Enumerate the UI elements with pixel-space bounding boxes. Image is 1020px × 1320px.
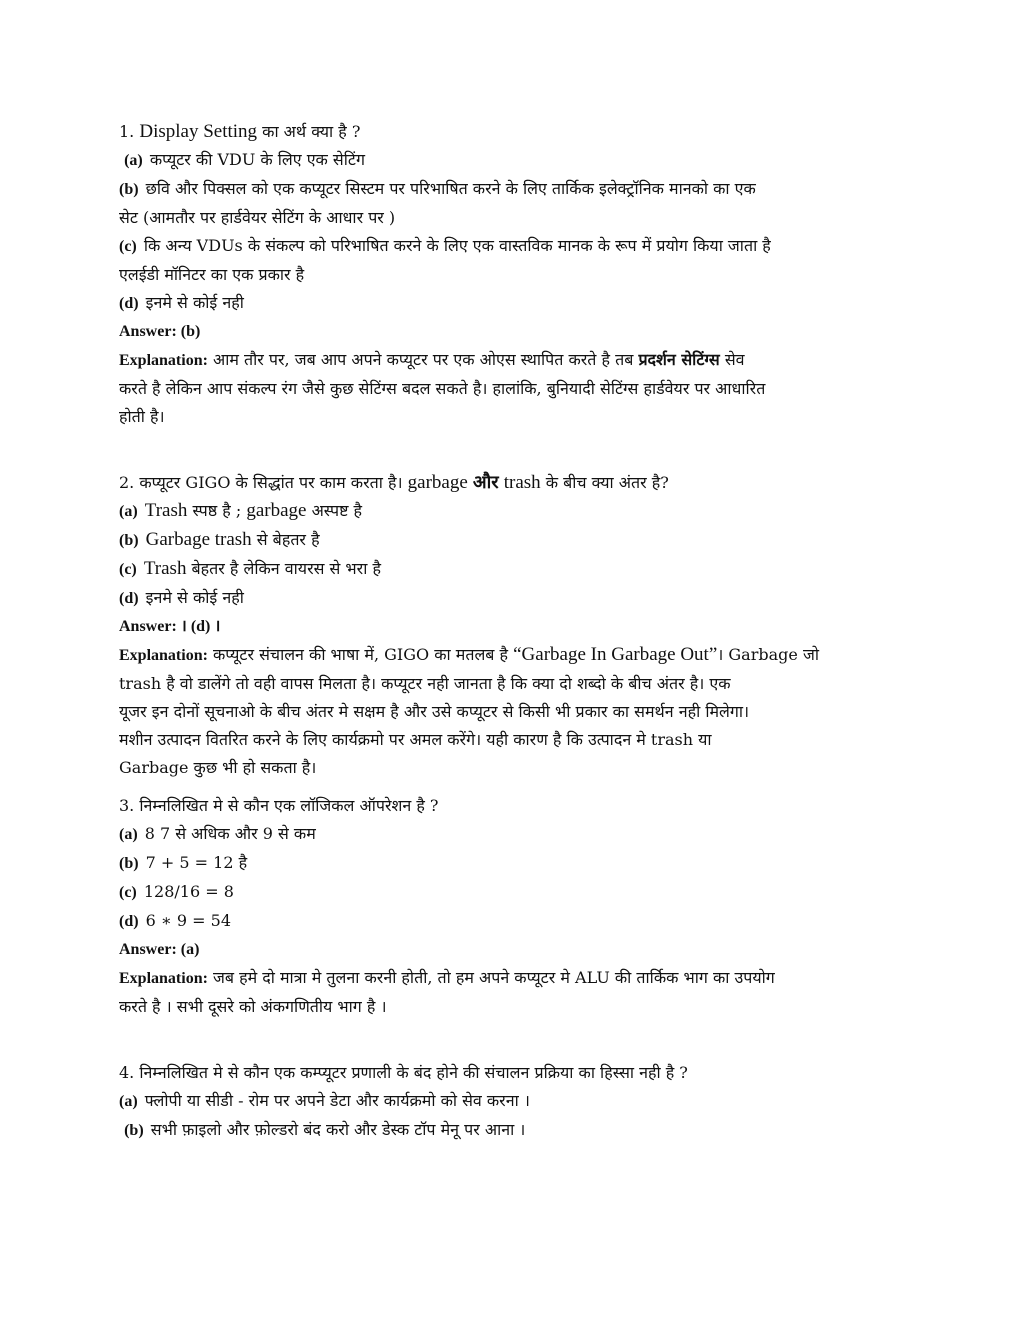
question-text: का अर्थ क्या है ? xyxy=(262,122,361,141)
answer: Answer: (a) xyxy=(119,941,200,958)
option-c xyxy=(119,232,909,261)
question-1 xyxy=(119,118,909,146)
option-text: छवि और पिक्सल को एक कप्यूटर सिस्टम पर परिभाषित करने के लिए तार्किक इलेक्ट्रॉनिक मानको का एक xyxy=(145,179,756,198)
explanation-label: Explanation: xyxy=(119,352,208,369)
option-label: (d) xyxy=(119,590,139,607)
option-c xyxy=(119,878,909,907)
explanation xyxy=(119,346,909,375)
option-term: Garbage trash xyxy=(145,529,252,550)
explanation-text: सेव xyxy=(724,350,745,369)
option-label: (b) xyxy=(119,855,139,872)
explanation-line: मशीन उत्पादन वितरित करने के लिए कार्यक्रमो पर अमल करेंगे। यही कारण है कि उत्पादन मे trash या xyxy=(119,730,712,749)
option-term: Trash xyxy=(143,558,187,579)
explanation-line: होती है। xyxy=(119,407,165,426)
option-label: (c) xyxy=(119,884,137,901)
option-d xyxy=(119,907,909,936)
answer: Answer: । (d) । xyxy=(119,618,221,635)
explanation-line: करते है लेकिन आप संकल्प रंग जैसे कुछ सेटिंग्स बदल सकते है। हालांकि, बुनियादी सेटिंग्स हार्डवेयर पर आधारित xyxy=(119,379,766,398)
question-2 xyxy=(119,469,909,497)
option-text: 7 + 5 = 12 है xyxy=(145,853,248,872)
explanation-line: करते है । सभी दूसरे को अंकगणितीय भाग है । xyxy=(119,997,387,1016)
option-c-continued xyxy=(119,261,909,289)
explanation-label: Explanation: xyxy=(119,970,208,987)
option-c xyxy=(119,555,909,584)
question-text: निम्नलिखित मे से कौन एक कम्प्यूटर प्रणाली के बंद होने की संचालन प्रक्रिया का हिस्सा नही है ? xyxy=(139,1063,688,1082)
question-conjunction: और xyxy=(472,472,499,493)
explanation-text: कप्यूटर संचालन की भाषा में, GIGO का मतलब है xyxy=(213,645,509,664)
explanation-highlight: प्रदर्शन सेटिंग्स xyxy=(638,350,720,369)
question-number: 2. xyxy=(119,473,135,492)
option-label: (c) xyxy=(119,238,137,255)
explanation-line: Garbage कुछ भी हो सकता है। xyxy=(119,758,317,777)
option-label: (b) xyxy=(119,532,139,549)
explanation-quote: “Garbage In Garbage Out” xyxy=(513,644,718,665)
document-page xyxy=(119,118,909,1145)
option-text: 6 ∗ 9 = 54 xyxy=(145,911,231,930)
question-number: 1. xyxy=(119,122,135,141)
question-number: 3. xyxy=(119,796,135,815)
question-term: garbage xyxy=(407,472,468,493)
option-a xyxy=(119,1087,909,1116)
option-b-continued xyxy=(119,204,909,232)
option-a xyxy=(119,820,909,849)
option-text: इनमे से कोई नही xyxy=(145,293,244,312)
explanation xyxy=(119,641,909,670)
option-label: (c) xyxy=(119,561,137,578)
question-text: निम्नलिखित मे से कौन एक लॉजिकल ऑपरेशन है ? xyxy=(139,796,439,815)
option-text: कि अन्य VDUs के संकल्प को परिभाषित करने के लिए एक वास्तविक मानक के रूप में प्रयोग किया जाता है xyxy=(143,236,771,255)
question-text: के बीच क्या अंतर है? xyxy=(545,473,669,492)
option-b xyxy=(119,175,909,204)
option-d xyxy=(119,584,909,613)
explanation-line: trash है वो डालेंगे तो वही वापस मिलता है। कप्यूटर नही जानता है कि क्या दो शब्दो के बीच अंतर है। एक xyxy=(119,674,731,693)
answer: Answer: (b) xyxy=(119,323,201,340)
explanation-text: जब हमे दो मात्रा मे तुलना करनी होती, तो हम अपने कप्यूटर मे ALU की तार्किक भाग का उपयोग xyxy=(213,968,775,987)
explanation-text: आम तौर पर, जब आप अपने कप्यूटर पर एक ओएस स्थापित करते है तब xyxy=(213,350,634,369)
option-text: से बेहतर है xyxy=(256,530,320,549)
option-text: सभी फ़ाइलो और फ़ोल्डरो बंद करो और डेस्क टॉप मेनू पर आना । xyxy=(150,1120,526,1139)
option-label: (b) xyxy=(124,1122,144,1139)
explanation-label: Explanation: xyxy=(119,647,208,664)
option-b xyxy=(119,849,909,878)
question-term: Display Setting xyxy=(139,121,258,142)
option-label: (d) xyxy=(119,913,139,930)
option-text: बेहतर है लेकिन वायरस से भरा है xyxy=(191,559,381,578)
option-label: (a) xyxy=(119,503,138,520)
option-text: एलईडी मॉनिटर का एक प्रकार है xyxy=(119,265,305,284)
option-label: (d) xyxy=(119,295,139,312)
option-text: इनमे से कोई नही xyxy=(145,588,244,607)
option-label: (a) xyxy=(119,1093,138,1110)
option-text: स्पष्ठ है ; xyxy=(192,501,242,520)
question-3 xyxy=(119,792,909,820)
option-text: 128/16 = 8 xyxy=(143,882,234,901)
explanation-text: । Garbage जो xyxy=(717,645,819,664)
explanation-line: यूजर इन दोनों सूचनाओ के बीच अंतर मे सक्षम है और उसे कप्यूटर से किसी भी प्रकार का समर्थन नही मिलेगा। xyxy=(119,702,750,721)
option-a xyxy=(119,497,909,526)
question-text: कप्यूटर GIGO के सिद्धांत पर काम करता है। xyxy=(139,473,403,492)
option-label: (b) xyxy=(119,181,139,198)
option-label: (a) xyxy=(119,826,138,843)
option-term: Trash xyxy=(144,500,188,521)
question-4 xyxy=(119,1059,909,1087)
option-b xyxy=(119,1116,909,1145)
option-text: अस्पष्ट है xyxy=(311,501,363,520)
explanation xyxy=(119,964,909,993)
option-b xyxy=(119,526,909,555)
option-term: garbage xyxy=(246,500,307,521)
question-term: trash xyxy=(503,472,541,493)
option-label: (a) xyxy=(124,152,143,169)
option-text: कप्यूटर की VDU के लिए एक सेटिंग xyxy=(149,150,365,169)
option-text: 8 7 से अधिक और 9 से कम xyxy=(144,824,316,843)
question-number: 4. xyxy=(119,1063,135,1082)
option-text: सेट (आमतौर पर हार्डवेयर सेटिंग के आधार पर ) xyxy=(119,208,396,227)
option-text: फ्लोपी या सीडी - रोम पर अपने डेटा और कार्यक्रमो को सेव करना । xyxy=(144,1091,530,1110)
option-a xyxy=(119,146,909,175)
option-d xyxy=(119,289,909,318)
